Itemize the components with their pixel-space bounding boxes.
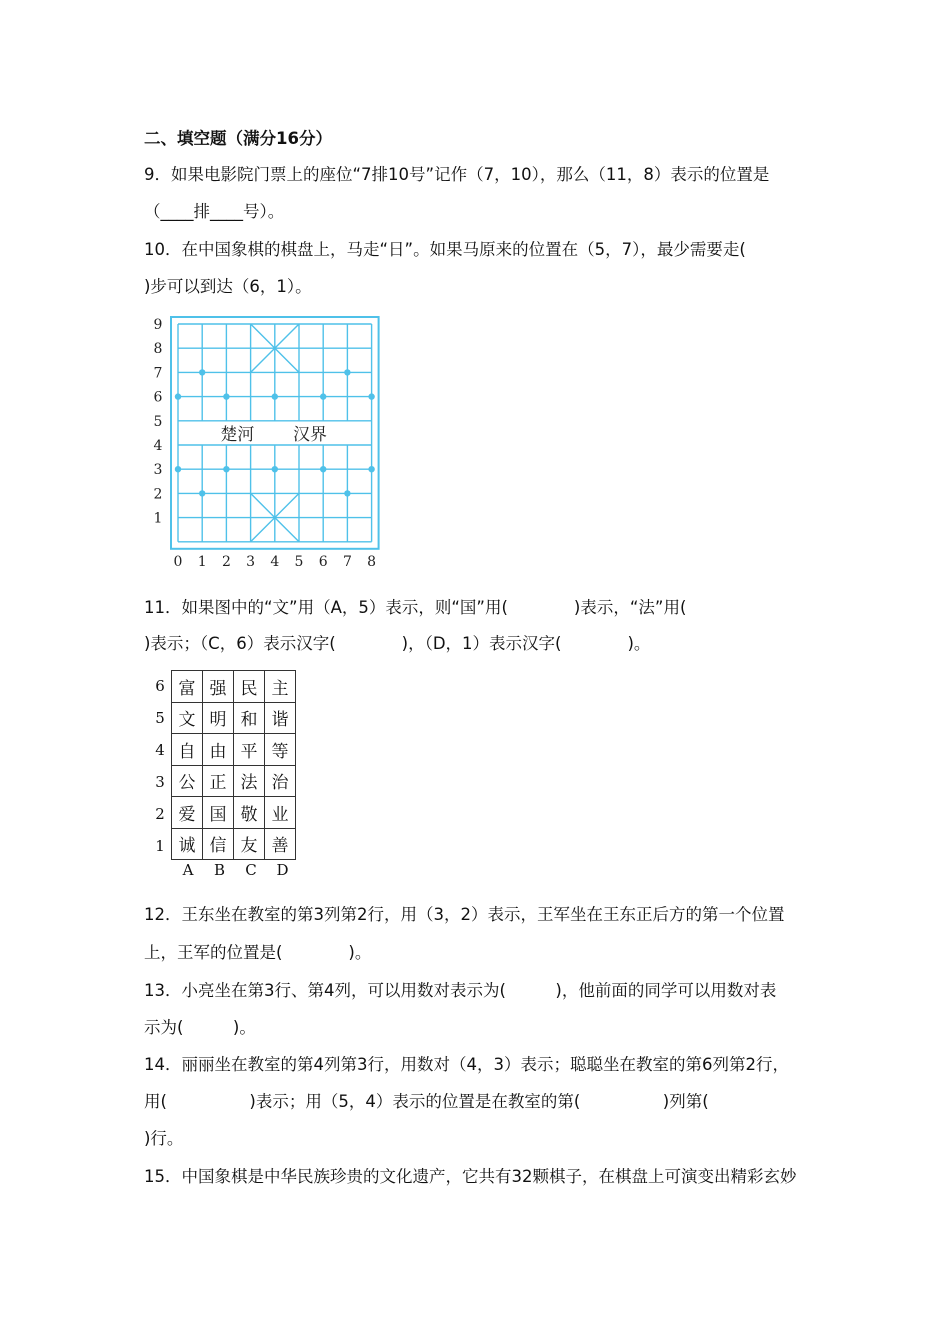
board-position-marker: [223, 393, 229, 399]
q13-line2: 示为( )。: [144, 1018, 256, 1037]
board-position-marker: [175, 466, 181, 472]
section-title: 二、填空题（满分16分）: [144, 129, 332, 148]
grid-cell: 和: [234, 702, 265, 734]
grid-cell: 诚: [172, 828, 203, 860]
grid-row: [172, 828, 296, 860]
grid-cell: 文: [172, 702, 203, 734]
grid-row: [172, 671, 296, 703]
board-y-label: 1: [153, 510, 163, 527]
board-position-marker: [199, 369, 205, 375]
chessboard-figure: [144, 312, 384, 574]
grid-cell: 业: [265, 797, 296, 829]
grid-cell: 平: [234, 734, 265, 766]
board-x-label: 3: [246, 553, 256, 570]
q12-line2: 上，王军的位置是( )。: [144, 943, 372, 962]
grid-cell: 明: [203, 702, 234, 734]
grid-cell: 友: [234, 828, 265, 860]
grid-cell: 国: [203, 797, 234, 829]
q12-line1: 12．王东坐在教室的第3列第2行，用（3，2）表示，王军坐在王东正后方的第一个位置: [144, 905, 785, 924]
grid-col-label: A: [182, 861, 194, 879]
grid-row-label: 4: [155, 741, 165, 759]
board-position-marker: [199, 490, 205, 496]
grid-cell: 等: [265, 734, 296, 766]
grid-row-label: 6: [155, 677, 165, 695]
board-position-marker: [368, 393, 374, 399]
grid-cell: 法: [234, 765, 265, 797]
grid-cell: 主: [265, 671, 296, 703]
board-position-marker: [272, 393, 278, 399]
board-x-label: 1: [197, 553, 207, 570]
grid-cell: 公: [172, 765, 203, 797]
grid-row-label: 5: [155, 709, 165, 727]
board-y-label: 9: [153, 317, 163, 333]
grid-cell: 自: [172, 734, 203, 766]
river-label-chu: 楚河: [220, 424, 255, 445]
chessboard-svg: [144, 312, 384, 574]
board-position-marker: [223, 466, 229, 472]
grid-row: [172, 702, 296, 734]
grid-cell: 民: [234, 671, 265, 703]
grid-cell: 治: [265, 765, 296, 797]
board-x-label: 7: [342, 553, 352, 570]
q14-line3: )行。: [144, 1129, 184, 1148]
q11-line2: )表示；（C，6）表示汉字( )，（D，1）表示汉字( )。: [144, 634, 651, 653]
grid-row-label: 3: [155, 773, 165, 791]
board-y-label: 5: [153, 413, 163, 430]
board-x-label: 2: [221, 553, 231, 570]
q9-line1: 9．如果电影院门票上的座位“7排10号”记作（7，10），那么（11，8）表示的位置是: [144, 165, 770, 184]
grid-col-label: B: [213, 861, 226, 879]
character-grid-figure: [144, 665, 314, 885]
board-y-label: 4: [153, 438, 163, 454]
q9-line2: （____排____号）。: [144, 202, 285, 221]
q15-line1: 15．中国象棋是中华民族珍贵的文化遗产，它共有32颗棋子，在棋盘上可演变出精彩玄妙: [144, 1167, 797, 1186]
grid-row-label: 1: [155, 837, 165, 855]
board-y-label: 8: [153, 341, 163, 358]
board-x-label: 0: [173, 553, 183, 570]
board-position-marker: [320, 393, 326, 399]
q14-line1: 14．丽丽坐在教室的第4列第3行，用数对（4，3）表示；聪聪坐在教室的第6列第2行，: [144, 1055, 789, 1074]
board-y-label: 2: [153, 486, 163, 503]
board-position-marker: [175, 393, 181, 399]
q11-line1: 11．如果图中的“文”用（A，5）表示，则“国”用( )表示，“法”用(: [144, 598, 687, 617]
grid-col-label: D: [276, 861, 289, 879]
q13-line1: 13．小亮坐在第3行、第4列，可以用数对表示为( )，他前面的同学可以用数对表: [144, 981, 777, 1000]
q10-line2: )步可以到达（6，1）。: [144, 277, 312, 296]
board-y-label: 6: [153, 389, 163, 406]
grid-row: [172, 734, 296, 766]
grid-cell: 正: [203, 765, 234, 797]
grid-row: [172, 765, 296, 797]
board-y-label: 7: [153, 365, 163, 382]
grid-row-label: 2: [155, 805, 165, 823]
grid-cell: 敬: [234, 797, 265, 829]
board-y-label: 3: [153, 462, 163, 479]
grid-cell: 由: [203, 734, 234, 766]
river-label-han: 汉界: [293, 424, 327, 445]
board-x-label: 8: [367, 553, 377, 570]
q10-line1: 10．在中国象棋的棋盘上，马走“日”。如果马原来的位置在（5，7），最少需要走(: [144, 240, 746, 259]
board-x-label: 4: [270, 553, 280, 570]
grid-cell: 强: [203, 671, 234, 703]
grid-row: [172, 797, 296, 829]
grid-cell: 爱: [172, 797, 203, 829]
board-position-marker: [368, 466, 374, 472]
board-position-marker: [344, 490, 350, 496]
grid-col-label: C: [245, 861, 257, 879]
grid-cell: 谐: [265, 702, 296, 734]
board-x-label: 5: [294, 553, 304, 570]
grid-cell: 信: [203, 828, 234, 860]
board-x-label: 6: [318, 553, 328, 570]
grid-cell: 善: [265, 828, 296, 860]
q14-line2: 用( )表示；用（5，4）表示的位置是在教室的第( )列第(: [144, 1092, 709, 1111]
board-position-marker: [320, 466, 326, 472]
board-position-marker: [344, 369, 350, 375]
board-position-marker: [272, 466, 278, 472]
character-grid: [171, 670, 296, 860]
grid-cell: 富: [172, 671, 203, 703]
